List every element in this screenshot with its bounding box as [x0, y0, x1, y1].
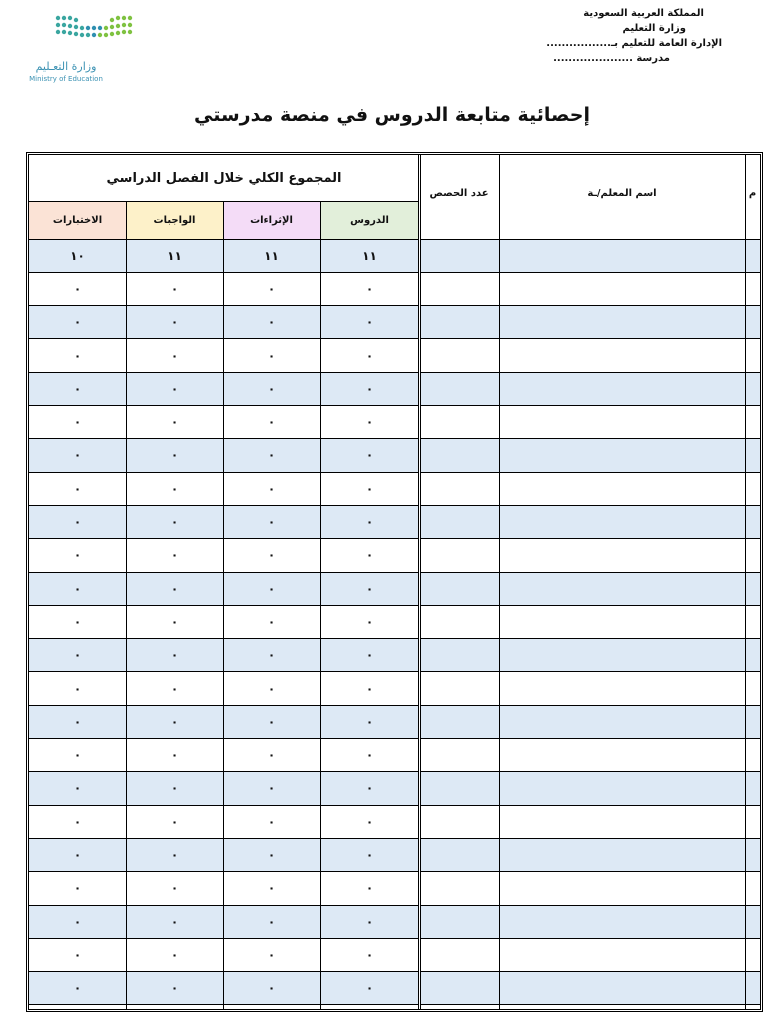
- cell-homework: ٠: [170, 781, 179, 796]
- cell-lessons: ٠: [365, 981, 374, 996]
- cell-enrichments: ٠: [267, 581, 276, 596]
- cell-enrichments: ١١: [264, 248, 279, 263]
- cell-lessons: ٠: [365, 614, 374, 629]
- cell-homework: ٠: [170, 981, 179, 996]
- grid-line: [29, 805, 760, 806]
- cell-enrichments: ٠: [267, 748, 276, 763]
- cell-enrichments: ٠: [267, 914, 276, 929]
- cell-tests: ٠: [73, 881, 82, 896]
- cell-lessons: ٠: [365, 881, 374, 896]
- grid-line: [29, 538, 760, 539]
- cell-enrichments: ٠: [267, 415, 276, 430]
- subheader-lessons: الدروس: [320, 201, 419, 239]
- cell-lessons: ٠: [365, 348, 374, 363]
- cell-tests: ٠: [73, 381, 82, 396]
- cell-tests: ٠: [73, 681, 82, 696]
- cell-enrichments: ٠: [267, 481, 276, 496]
- cell-lessons: ٠: [365, 515, 374, 530]
- cell-lessons: ٠: [365, 947, 374, 962]
- grid-line: [29, 1004, 760, 1005]
- school-label: مدرسة .....................: [553, 53, 670, 64]
- cell-homework: ٠: [170, 881, 179, 896]
- cell-tests: ٠: [73, 581, 82, 596]
- cell-tests: ٠: [73, 714, 82, 729]
- subheader-enrichments: الإثراءات: [223, 201, 320, 239]
- cell-tests: ٠: [73, 981, 82, 996]
- grid-line: [29, 671, 760, 672]
- cell-homework: ٠: [170, 481, 179, 496]
- cell-homework: ٠: [170, 681, 179, 696]
- cell-enrichments: ٠: [267, 281, 276, 296]
- cell-tests: ٠: [73, 614, 82, 629]
- header-number: م: [748, 187, 757, 199]
- header-teacher-name: اسم المعلم/ـة: [587, 187, 657, 199]
- grid-line: [320, 201, 321, 1009]
- cell-lessons: ٠: [365, 381, 374, 396]
- cell-enrichments: ٠: [267, 848, 276, 863]
- cell-homework: ٠: [170, 515, 179, 530]
- grid-line: [29, 505, 760, 506]
- group-title: المجموع الكلي خلال الفصل الدراسي: [106, 170, 342, 186]
- cell-tests: ٠: [73, 515, 82, 530]
- cell-tests: ٠: [73, 748, 82, 763]
- cell-enrichments: ٠: [267, 315, 276, 330]
- cell-homework: ٠: [170, 448, 179, 463]
- grid-line: [29, 239, 760, 240]
- cell-enrichments: ٠: [267, 881, 276, 896]
- cell-homework: ٠: [170, 548, 179, 563]
- grid-line: [29, 572, 760, 573]
- cell-homework: ٠: [170, 648, 179, 663]
- cell-lessons: ٠: [365, 714, 374, 729]
- grid-line: [29, 705, 760, 706]
- subheader-homework: الواجبات: [126, 201, 223, 239]
- grid-line: [29, 905, 760, 906]
- grid-line: [29, 372, 760, 373]
- cell-tests: ٠: [73, 848, 82, 863]
- logo-arabic-text: وزارة التعـليم: [35, 60, 97, 73]
- cell-lessons: ٠: [365, 548, 374, 563]
- cell-lessons: ٠: [365, 281, 374, 296]
- cell-tests: ٠: [73, 281, 82, 296]
- ministry-label: وزارة التعليم: [622, 23, 686, 34]
- cell-homework: ٠: [170, 848, 179, 863]
- grid-line: [745, 155, 746, 1009]
- grid-line: [126, 201, 127, 1009]
- cell-homework: ٠: [170, 381, 179, 396]
- cell-tests: ٠: [73, 781, 82, 796]
- kingdom-label: المملكة العربية السعودية: [583, 8, 704, 19]
- cell-lessons: ٠: [365, 448, 374, 463]
- cell-homework: ٠: [170, 415, 179, 430]
- grid-line: [29, 938, 760, 939]
- cell-lessons: ١١: [362, 248, 377, 263]
- cell-lessons: ٠: [365, 481, 374, 496]
- logo-dots-icon: [54, 8, 134, 56]
- cell-tests: ٠: [73, 914, 82, 929]
- page-title: إحصائية متابعة الدروس في منصة مدرستي: [194, 104, 590, 126]
- cell-homework: ٠: [170, 814, 179, 829]
- subheader-tests: الاختبارات: [29, 201, 126, 239]
- grid-line: [29, 771, 760, 772]
- cell-enrichments: ٠: [267, 348, 276, 363]
- grid-line: [29, 605, 760, 606]
- cell-tests: ٠: [73, 648, 82, 663]
- cell-homework: ٠: [170, 914, 179, 929]
- cell-homework: ٠: [170, 614, 179, 629]
- cell-enrichments: ٠: [267, 614, 276, 629]
- directorate-label: الإدارة العامة للتعليم بـ.................: [546, 38, 722, 49]
- cell-tests: ٠: [73, 814, 82, 829]
- grid-line: [29, 971, 760, 972]
- cell-homework: ٠: [170, 315, 179, 330]
- cell-tests: ٠: [73, 448, 82, 463]
- cell-homework: ٠: [170, 581, 179, 596]
- cell-enrichments: ٠: [267, 448, 276, 463]
- cell-enrichments: ٠: [267, 648, 276, 663]
- grid-line: [29, 405, 760, 406]
- cell-lessons: ٠: [365, 848, 374, 863]
- cell-tests: ٠: [73, 315, 82, 330]
- cell-enrichments: ٠: [267, 681, 276, 696]
- cell-lessons: ٠: [365, 415, 374, 430]
- cell-lessons: ٠: [365, 648, 374, 663]
- cell-homework: ١١: [167, 248, 182, 263]
- cell-lessons: ٠: [365, 748, 374, 763]
- cell-lessons: ٠: [365, 681, 374, 696]
- cell-enrichments: ٠: [267, 381, 276, 396]
- grid-line: [223, 201, 224, 1009]
- cell-homework: ٠: [170, 281, 179, 296]
- cell-homework: ٠: [170, 947, 179, 962]
- cell-lessons: ٠: [365, 315, 374, 330]
- logo-english-text: Ministry of Education: [29, 75, 103, 83]
- statistics-table: [26, 152, 763, 1012]
- ministry-logo: [16, 8, 136, 88]
- cell-tests: ٠: [73, 415, 82, 430]
- grid-line: [29, 472, 760, 473]
- cell-tests: ٠: [73, 947, 82, 962]
- cell-lessons: ٠: [365, 914, 374, 929]
- cell-lessons: ٠: [365, 814, 374, 829]
- cell-lessons: ٠: [365, 781, 374, 796]
- cell-tests: ٠: [73, 548, 82, 563]
- cell-enrichments: ٠: [267, 781, 276, 796]
- grid-line: [499, 155, 500, 1009]
- grid-line: [29, 438, 760, 439]
- grid-line: [29, 838, 760, 839]
- grid-line: [418, 155, 421, 1009]
- cell-tests: ١٠: [70, 248, 85, 263]
- cell-enrichments: ٠: [267, 947, 276, 962]
- grid-line: [29, 338, 760, 339]
- cell-tests: ٠: [73, 481, 82, 496]
- grid-line: [29, 638, 760, 639]
- grid-line: [29, 305, 760, 306]
- cell-enrichments: ٠: [267, 981, 276, 996]
- header-sessions-count: عدد الحصص: [429, 187, 489, 199]
- cell-tests: ٠: [73, 348, 82, 363]
- cell-lessons: ٠: [365, 581, 374, 596]
- cell-enrichments: ٠: [267, 714, 276, 729]
- cell-homework: ٠: [170, 348, 179, 363]
- grid-line: [29, 738, 760, 739]
- document-header: [482, 6, 722, 66]
- cell-enrichments: ٠: [267, 515, 276, 530]
- cell-homework: ٠: [170, 748, 179, 763]
- grid-line: [29, 201, 419, 202]
- cell-enrichments: ٠: [267, 814, 276, 829]
- cell-enrichments: ٠: [267, 548, 276, 563]
- cell-homework: ٠: [170, 714, 179, 729]
- grid-line: [29, 871, 760, 872]
- grid-line: [29, 272, 760, 273]
